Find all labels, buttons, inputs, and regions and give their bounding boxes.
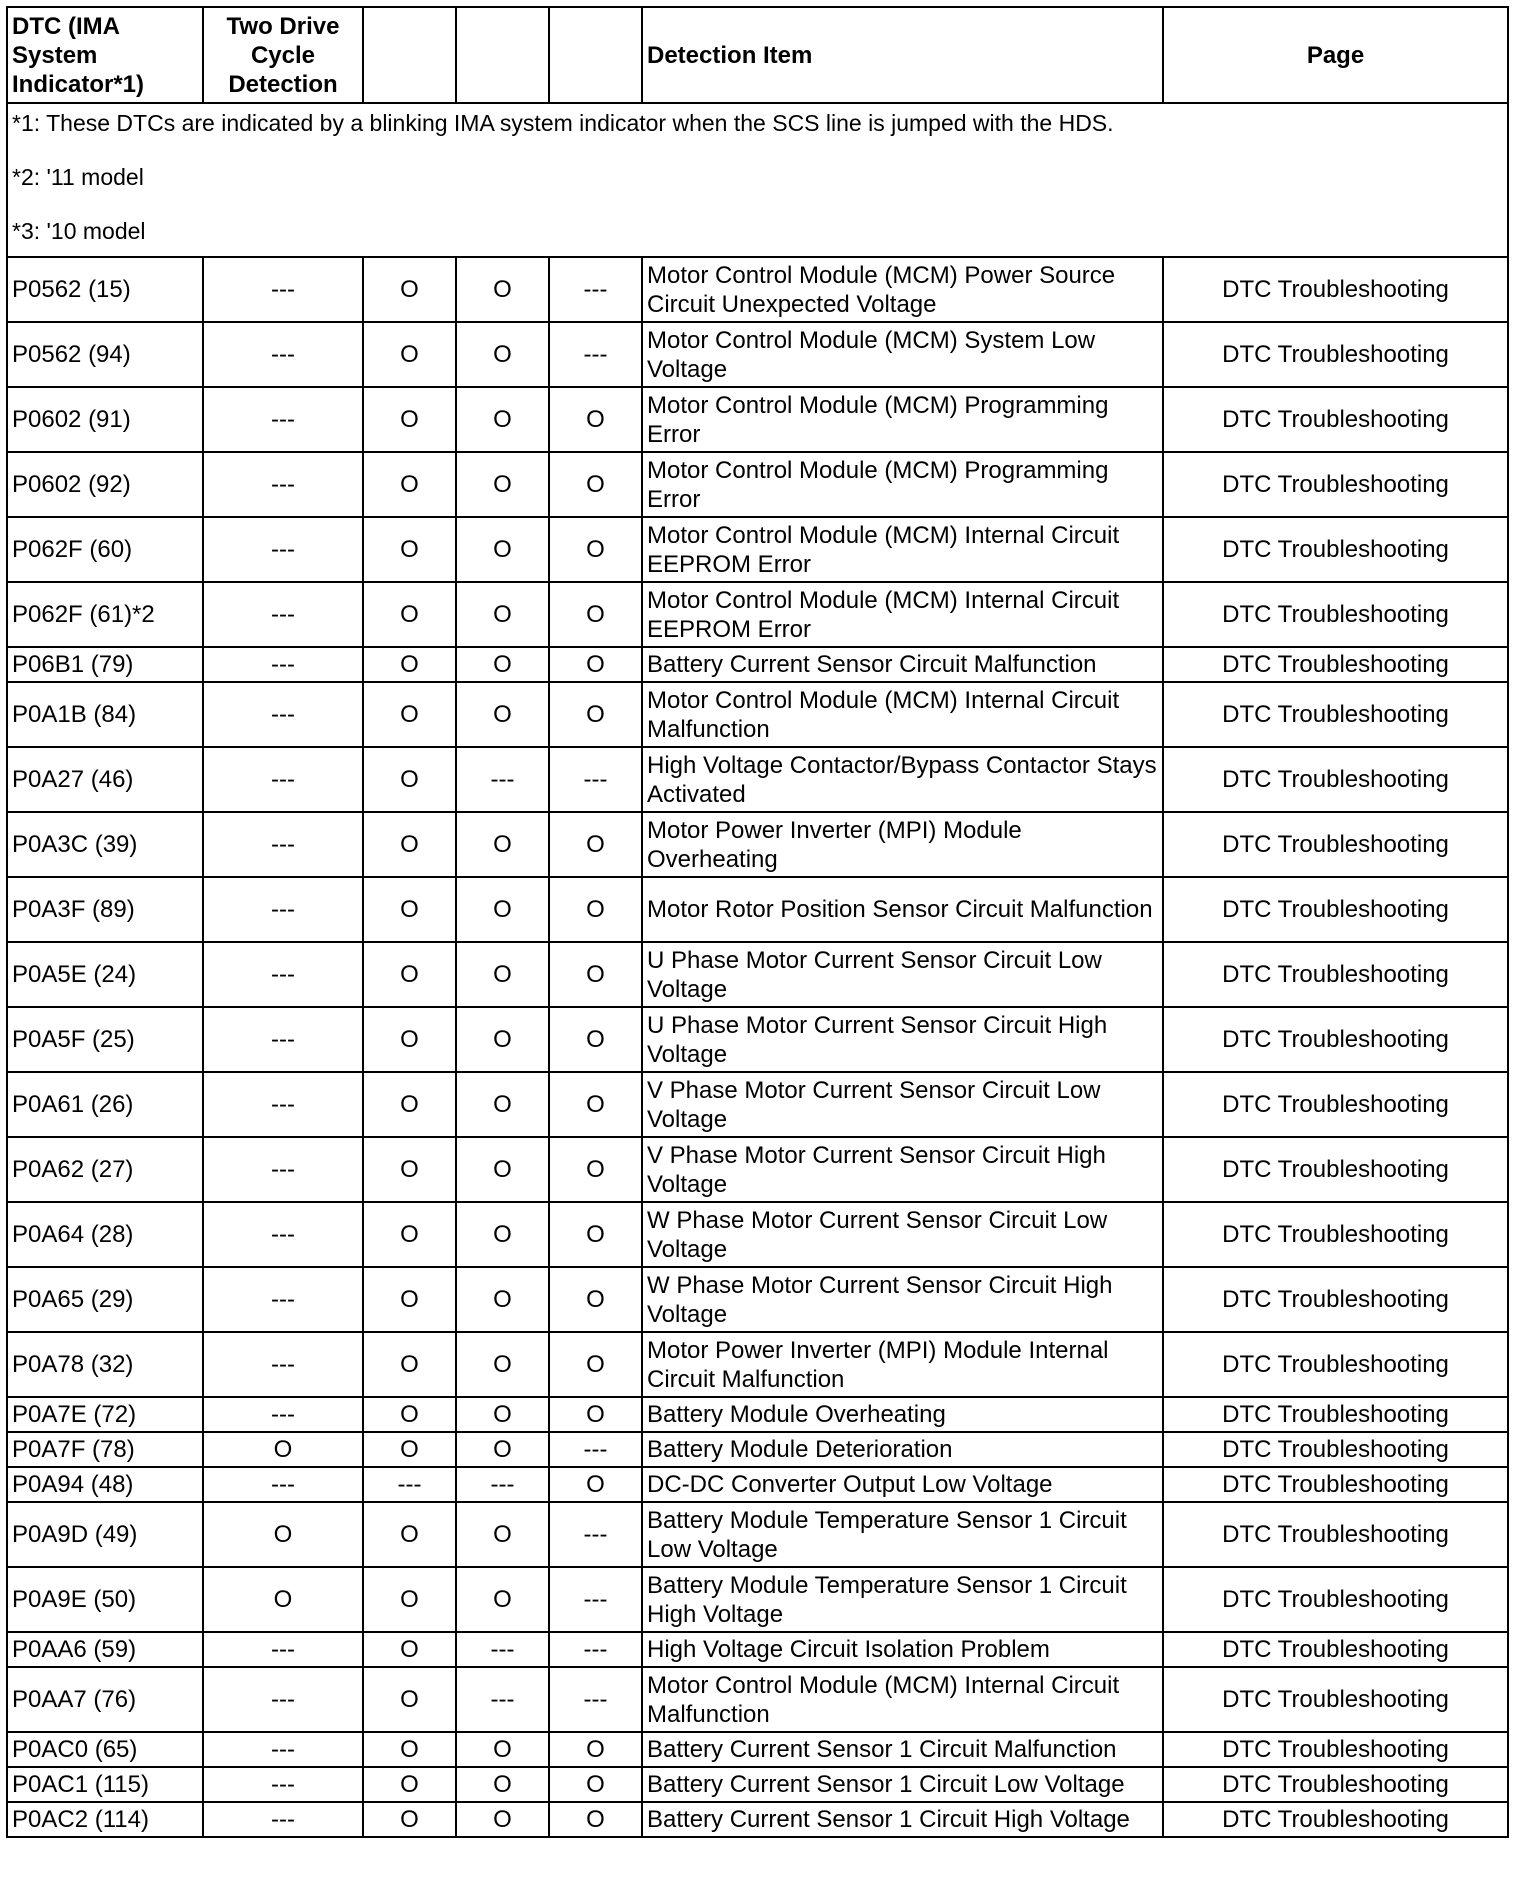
two-drive-cycle-cell: O [203,1502,363,1567]
header-two-drive-cycle: Two Drive Cycle Detection [203,7,363,103]
page-link-cell[interactable]: DTC Troubleshooting [1163,452,1508,517]
notes-cell [7,103,1508,257]
dtc-code-cell: P0A5E (24) [7,942,203,1007]
mark-col5-cell: O [549,647,642,682]
table-row [7,452,1508,517]
two-drive-cycle-cell: --- [203,387,363,452]
mark-col4-cell: O [456,1397,549,1432]
page-link-cell[interactable]: DTC Troubleshooting [1163,1397,1508,1432]
page-link-cell[interactable]: DTC Troubleshooting [1163,322,1508,387]
table-row [7,1467,1508,1502]
table-row [7,1802,1508,1837]
notes-row [7,103,1508,257]
mark-col3-cell: O [363,1802,456,1837]
dtc-code-cell: P0AC1 (115) [7,1767,203,1802]
mark-col4-cell: O [456,812,549,877]
mark-col5-cell: O [549,1767,642,1802]
table-row [7,1397,1508,1432]
mark-col3-cell: O [363,1567,456,1632]
mark-col5-cell: --- [549,1632,642,1667]
table-row [7,517,1508,582]
mark-col5-cell: --- [549,322,642,387]
note-3: *3: '10 model [12,218,146,244]
detection-item-cell: Battery Module Deterioration [642,1432,1163,1467]
mark-col5-cell: O [549,1397,642,1432]
table-row [7,1072,1508,1137]
detection-item-cell: Motor Control Module (MCM) System Low Voltage [642,322,1163,387]
mark-col3-cell: O [363,1667,456,1732]
two-drive-cycle-cell: --- [203,517,363,582]
mark-col4-cell: O [456,1732,549,1767]
mark-col5-cell: O [549,682,642,747]
mark-col4-cell: O [456,582,549,647]
mark-col4-cell: O [456,877,549,942]
mark-col3-cell: O [363,322,456,387]
two-drive-cycle-cell: --- [203,1007,363,1072]
table-row [7,1732,1508,1767]
mark-col3-cell: O [363,1732,456,1767]
mark-col5-cell: O [549,1007,642,1072]
dtc-code-cell: P0A64 (28) [7,1202,203,1267]
two-drive-cycle-cell: --- [203,682,363,747]
detection-item-cell: V Phase Motor Current Sensor Circuit Low Voltage [642,1072,1163,1137]
mark-col3-cell: O [363,1432,456,1467]
table-row [7,1137,1508,1202]
mark-col5-cell: --- [549,1432,642,1467]
table-row [7,1432,1508,1467]
mark-col5-cell: O [549,1332,642,1397]
page-link-cell[interactable]: DTC Troubleshooting [1163,517,1508,582]
mark-col5-cell: O [549,942,642,1007]
mark-col5-cell: O [549,877,642,942]
mark-col5-cell: O [549,582,642,647]
mark-col4-cell: --- [456,747,549,812]
mark-col4-cell: O [456,1502,549,1567]
mark-col4-cell: O [456,647,549,682]
table-row [7,747,1508,812]
dtc-code-cell: P0A78 (32) [7,1332,203,1397]
detection-item-cell: Battery Module Temperature Sensor 1 Circuit Low Voltage [642,1502,1163,1567]
mark-col3-cell: O [363,452,456,517]
table-row [7,322,1508,387]
dtc-code-cell: P0A1B (84) [7,682,203,747]
mark-col5-cell: --- [549,1567,642,1632]
mark-col3-cell: O [363,1202,456,1267]
two-drive-cycle-cell: --- [203,582,363,647]
two-drive-cycle-cell: --- [203,1802,363,1837]
table-row [7,1502,1508,1567]
mark-col4-cell: O [456,517,549,582]
mark-col5-cell: O [549,517,642,582]
header-col4 [456,7,549,103]
table-row [7,1667,1508,1732]
table-row [7,1567,1508,1632]
mark-col4-cell: O [456,1802,549,1837]
mark-col4-cell: O [456,1332,549,1397]
page-link-cell[interactable]: DTC Troubleshooting [1163,1137,1508,1202]
table-row [7,682,1508,747]
page-link-cell[interactable]: DTC Troubleshooting [1163,1072,1508,1137]
dtc-code-cell: P0A5F (25) [7,1007,203,1072]
mark-col3-cell: O [363,812,456,877]
page-link-cell[interactable]: DTC Troubleshooting [1163,747,1508,812]
mark-col3-cell: O [363,1072,456,1137]
detection-item-cell: Motor Control Module (MCM) Power Source Circuit Unexpected Voltage [642,257,1163,322]
page-link-cell[interactable]: DTC Troubleshooting [1163,1007,1508,1072]
dtc-code-cell: P062F (60) [7,517,203,582]
detection-item-cell: High Voltage Circuit Isolation Problem [642,1632,1163,1667]
two-drive-cycle-cell: --- [203,452,363,517]
two-drive-cycle-cell: --- [203,1467,363,1502]
two-drive-cycle-cell: --- [203,1267,363,1332]
two-drive-cycle-cell: --- [203,322,363,387]
mark-col3-cell: O [363,1502,456,1567]
mark-col3-cell: O [363,1267,456,1332]
page-link-cell[interactable]: DTC Troubleshooting [1163,877,1508,942]
detection-item-cell: DC-DC Converter Output Low Voltage [642,1467,1163,1502]
table-row [7,942,1508,1007]
dtc-code-cell: P0A94 (48) [7,1467,203,1502]
page-link-cell[interactable]: DTC Troubleshooting [1163,942,1508,1007]
mark-col5-cell: O [549,1467,642,1502]
dtc-code-cell: P0AA6 (59) [7,1632,203,1667]
dtc-code-cell: P0A9E (50) [7,1567,203,1632]
table-row [7,582,1508,647]
page-link-cell[interactable]: DTC Troubleshooting [1163,1802,1508,1837]
detection-item-cell: High Voltage Contactor/Bypass Contactor Stays Activated [642,747,1163,812]
dtc-code-cell: P0A7F (78) [7,1432,203,1467]
mark-col4-cell: O [456,322,549,387]
detection-item-cell: Motor Control Module (MCM) Internal Circuit Malfunction [642,682,1163,747]
two-drive-cycle-cell: --- [203,1632,363,1667]
dtc-code-cell: P0602 (91) [7,387,203,452]
page-link-cell[interactable]: DTC Troubleshooting [1163,1467,1508,1502]
mark-col5-cell: O [549,387,642,452]
two-drive-cycle-cell: --- [203,1767,363,1802]
mark-col3-cell: O [363,257,456,322]
mark-col3-cell: O [363,877,456,942]
dtc-code-cell: P0A65 (29) [7,1267,203,1332]
mark-col5-cell: O [549,1267,642,1332]
mark-col4-cell: O [456,1202,549,1267]
detection-item-cell: Motor Control Module (MCM) Internal Circuit EEPROM Error [642,517,1163,582]
header-row [7,7,1508,103]
page-link-cell[interactable]: DTC Troubleshooting [1163,1502,1508,1567]
table-row [7,877,1508,942]
dtc-code-cell: P062F (61)*2 [7,582,203,647]
mark-col3-cell: O [363,582,456,647]
mark-col4-cell: --- [456,1467,549,1502]
mark-col4-cell: O [456,1137,549,1202]
mark-col5-cell: --- [549,747,642,812]
dtc-code-cell: P06B1 (79) [7,647,203,682]
page-link-cell[interactable]: DTC Troubleshooting [1163,1632,1508,1667]
two-drive-cycle-cell: O [203,1432,363,1467]
page-link-cell[interactable]: DTC Troubleshooting [1163,1732,1508,1767]
two-drive-cycle-cell: --- [203,647,363,682]
mark-col5-cell: O [549,812,642,877]
mark-col3-cell: O [363,1007,456,1072]
page-link-cell[interactable]: DTC Troubleshooting [1163,1267,1508,1332]
two-drive-cycle-cell: O [203,1567,363,1632]
mark-col3-cell: O [363,747,456,812]
detection-item-cell: Motor Control Module (MCM) Internal Circuit Malfunction [642,1667,1163,1732]
dtc-code-cell: P0A62 (27) [7,1137,203,1202]
detection-item-cell: Motor Control Module (MCM) Internal Circuit EEPROM Error [642,582,1163,647]
table-row [7,1332,1508,1397]
table-row [7,1267,1508,1332]
dtc-code-cell: P0A27 (46) [7,747,203,812]
mark-col4-cell: O [456,257,549,322]
mark-col3-cell: O [363,1767,456,1802]
table-row [7,1202,1508,1267]
mark-col5-cell: --- [549,1667,642,1732]
header-col5 [549,7,642,103]
detection-item-cell: U Phase Motor Current Sensor Circuit High Voltage [642,1007,1163,1072]
mark-col4-cell: O [456,942,549,1007]
mark-col5-cell: O [549,1802,642,1837]
table-row [7,1007,1508,1072]
mark-col3-cell: O [363,1397,456,1432]
table-row [7,1767,1508,1802]
dtc-code-cell: P0602 (92) [7,452,203,517]
mark-col3-cell: O [363,517,456,582]
mark-col5-cell: --- [549,257,642,322]
mark-col4-cell: O [456,452,549,517]
page-link-cell[interactable]: DTC Troubleshooting [1163,647,1508,682]
mark-col5-cell: O [549,1137,642,1202]
header-detection-item: Detection Item [642,7,1163,103]
page-link-cell[interactable]: DTC Troubleshooting [1163,1767,1508,1802]
mark-col5-cell: O [549,1732,642,1767]
detection-item-cell: Motor Power Inverter (MPI) Module Overheating [642,812,1163,877]
detection-item-cell: Motor Power Inverter (MPI) Module Internal Circuit Malfunction [642,1332,1163,1397]
dtc-code-cell: P0A61 (26) [7,1072,203,1137]
mark-col3-cell: O [363,1332,456,1397]
table-row [7,1632,1508,1667]
mark-col5-cell: O [549,1202,642,1267]
mark-col4-cell: O [456,1767,549,1802]
dtc-code-cell: P0AA7 (76) [7,1667,203,1732]
two-drive-cycle-cell: --- [203,812,363,877]
detection-item-cell: W Phase Motor Current Sensor Circuit High Voltage [642,1267,1163,1332]
dtc-code-cell: P0A7E (72) [7,1397,203,1432]
mark-col4-cell: O [456,1432,549,1467]
mark-col3-cell: O [363,942,456,1007]
two-drive-cycle-cell: --- [203,877,363,942]
mark-col4-cell: O [456,387,549,452]
dtc-table [6,6,1509,1838]
two-drive-cycle-cell: --- [203,1332,363,1397]
page-link-cell[interactable]: DTC Troubleshooting [1163,1667,1508,1732]
dtc-code-cell: P0A3F (89) [7,877,203,942]
mark-col3-cell: O [363,682,456,747]
page-link-cell[interactable]: DTC Troubleshooting [1163,812,1508,877]
mark-col5-cell: O [549,452,642,517]
two-drive-cycle-cell: --- [203,1667,363,1732]
detection-item-cell: V Phase Motor Current Sensor Circuit High Voltage [642,1137,1163,1202]
mark-col3-cell: O [363,1632,456,1667]
two-drive-cycle-cell: --- [203,1732,363,1767]
dtc-code-cell: P0562 (94) [7,322,203,387]
detection-item-cell: Battery Current Sensor 1 Circuit High Voltage [642,1802,1163,1837]
detection-item-cell: U Phase Motor Current Sensor Circuit Low Voltage [642,942,1163,1007]
detection-item-cell: Motor Control Module (MCM) Programming Error [642,387,1163,452]
table-row [7,647,1508,682]
page-link-cell[interactable]: DTC Troubleshooting [1163,1567,1508,1632]
page-link-cell[interactable]: DTC Troubleshooting [1163,682,1508,747]
table-row [7,812,1508,877]
two-drive-cycle-cell: --- [203,1072,363,1137]
mark-col5-cell: --- [549,1502,642,1567]
dtc-code-cell: P0AC0 (65) [7,1732,203,1767]
note-1: *1: These DTCs are indicated by a blinking IMA system indicator when the SCS line is jumped with the HDS. [12,110,1114,136]
detection-item-cell: Battery Current Sensor 1 Circuit Malfunction [642,1732,1163,1767]
mark-col3-cell: O [363,647,456,682]
detection-item-cell: W Phase Motor Current Sensor Circuit Low Voltage [642,1202,1163,1267]
two-drive-cycle-cell: --- [203,257,363,322]
detection-item-cell: Motor Control Module (MCM) Programming Error [642,452,1163,517]
mark-col4-cell: O [456,1267,549,1332]
page-link-cell[interactable]: DTC Troubleshooting [1163,1432,1508,1467]
note-2: *2: '11 model [12,164,144,190]
detection-item-cell: Battery Current Sensor 1 Circuit Low Voltage [642,1767,1163,1802]
dtc-code-cell: P0AC2 (114) [7,1802,203,1837]
table-row [7,257,1508,322]
two-drive-cycle-cell: --- [203,1202,363,1267]
page-link-cell[interactable]: DTC Troubleshooting [1163,582,1508,647]
header-page: Page [1163,7,1508,103]
mark-col3-cell: --- [363,1467,456,1502]
detection-item-cell: Battery Current Sensor Circuit Malfunction [642,647,1163,682]
two-drive-cycle-cell: --- [203,1137,363,1202]
two-drive-cycle-cell: --- [203,1397,363,1432]
dtc-code-cell: P0A9D (49) [7,1502,203,1567]
two-drive-cycle-cell: --- [203,942,363,1007]
page-link-cell[interactable]: DTC Troubleshooting [1163,387,1508,452]
mark-col3-cell: O [363,387,456,452]
detection-item-cell: Motor Rotor Position Sensor Circuit Malfunction [642,877,1163,942]
mark-col5-cell: O [549,1072,642,1137]
dtc-code-cell: P0A3C (39) [7,812,203,877]
page-link-cell[interactable]: DTC Troubleshooting [1163,1202,1508,1267]
detection-item-cell: Battery Module Overheating [642,1397,1163,1432]
mark-col4-cell: --- [456,1632,549,1667]
mark-col4-cell: O [456,1072,549,1137]
header-dtc: DTC (IMA System Indicator*1) [7,7,203,103]
table-row [7,387,1508,452]
detection-item-cell: Battery Module Temperature Sensor 1 Circuit High Voltage [642,1567,1163,1632]
page-link-cell[interactable]: DTC Troubleshooting [1163,257,1508,322]
mark-col3-cell: O [363,1137,456,1202]
dtc-code-cell: P0562 (15) [7,257,203,322]
mark-col4-cell: --- [456,1667,549,1732]
two-drive-cycle-cell: --- [203,747,363,812]
mark-col4-cell: O [456,682,549,747]
page-link-cell[interactable]: DTC Troubleshooting [1163,1332,1508,1397]
mark-col4-cell: O [456,1007,549,1072]
mark-col4-cell: O [456,1567,549,1632]
header-col3 [363,7,456,103]
